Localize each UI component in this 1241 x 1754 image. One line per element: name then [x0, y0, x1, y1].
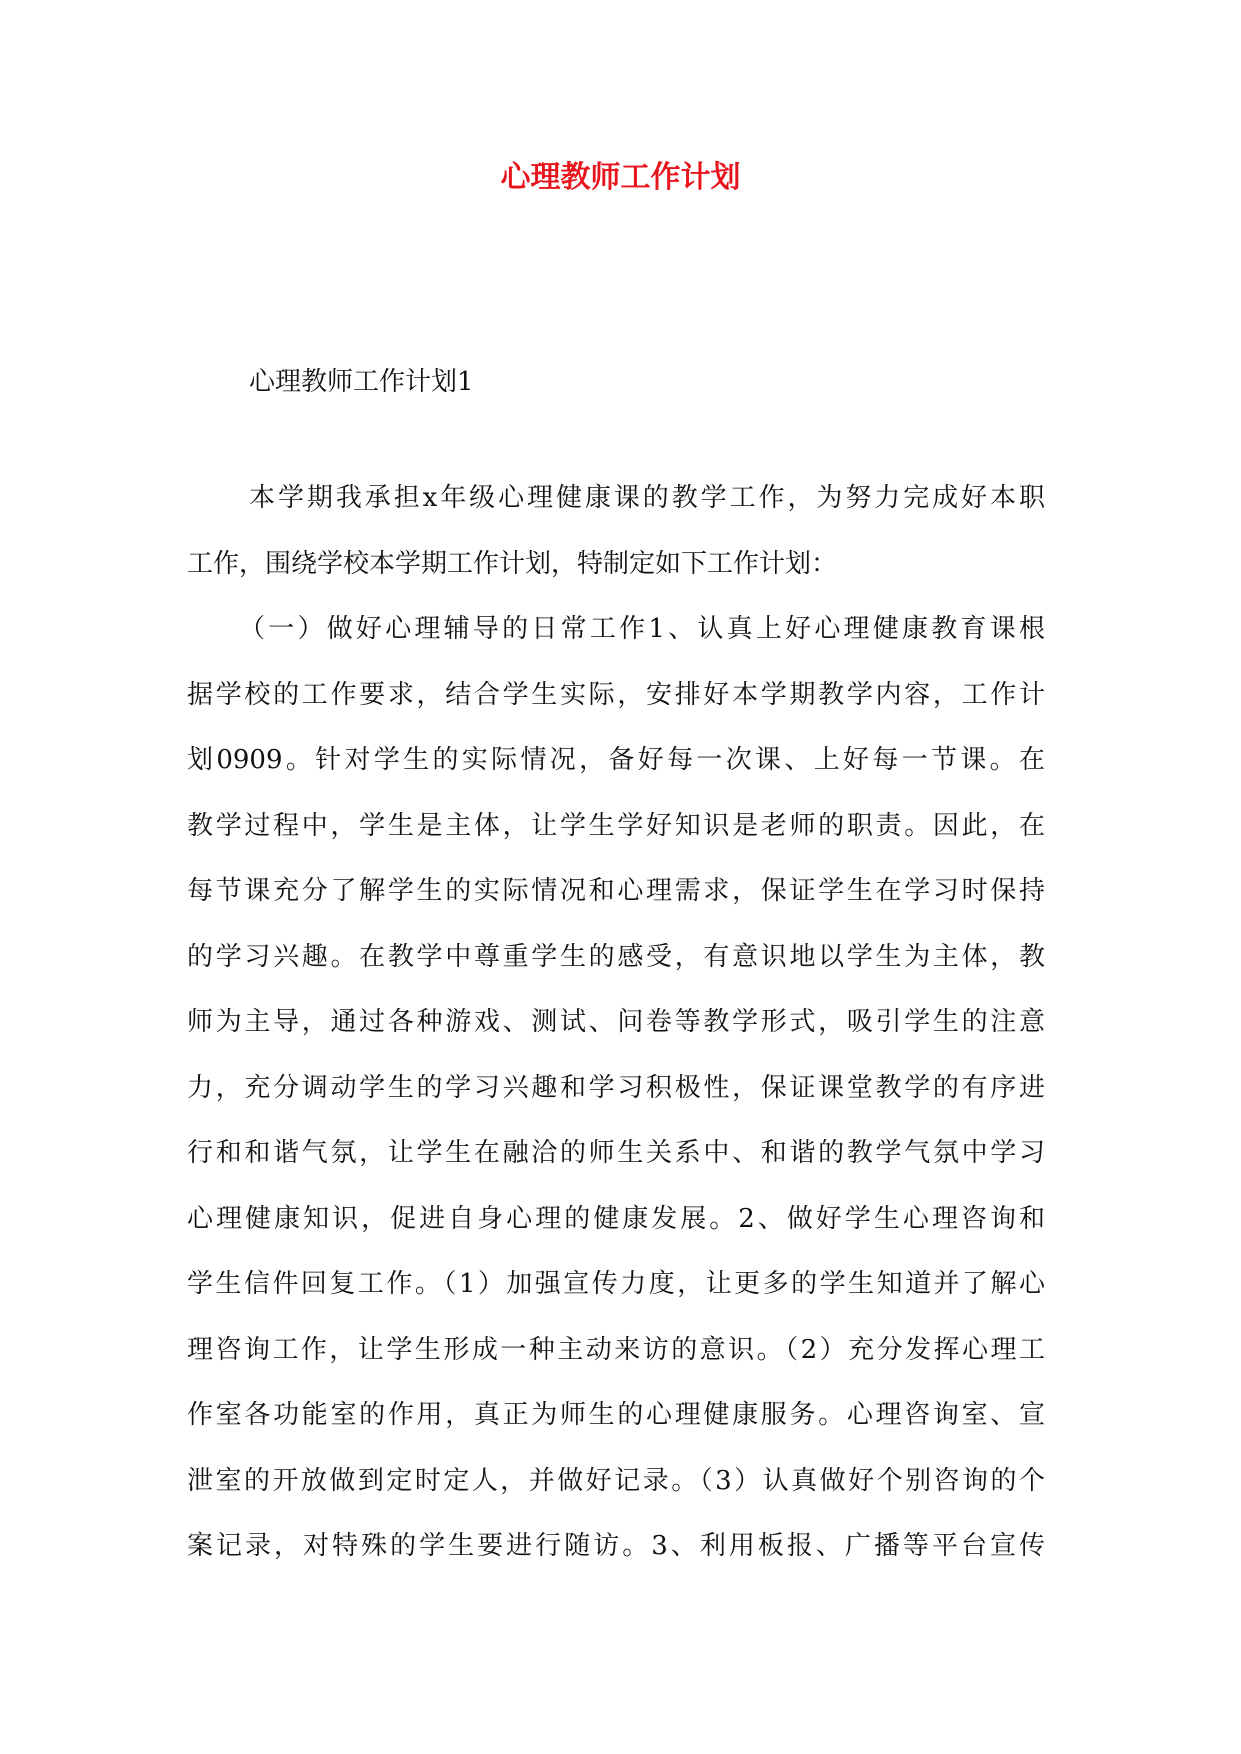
text-line: 学生信件回复工作。（1）加强宣传力度，让更多的学生知道并了解心 [187, 1269, 1045, 1299]
text-line: 的学习兴趣。在教学中尊重学生的感受，有意识地以学生为主体，教 [187, 941, 1045, 972]
text-line: （一）做好心理辅导的日常工作1、认真上好心理健康教育课根 [239, 614, 1045, 644]
section-heading: 心理教师工作计划1 [249, 367, 474, 397]
text-line: 案记录，对特殊的学生要进行随访。3、利用板报、广播等平台宣传 [187, 1531, 1045, 1561]
text-line: 泄室的开放做到定时定人，并做好记录。（3）认真做好个别咨询的个 [187, 1465, 1045, 1496]
text-line: 力，充分调动学生的学习兴趣和学习积极性，保证课堂教学的有序进 [187, 1072, 1045, 1103]
text-line: 本学期我承担x年级心理健康课的教学工作，为努力完成好本职 [249, 483, 1045, 513]
body-text [187, 478, 1045, 1592]
text-line: 心理健康知识，促进自身心理的健康发展。2、做好学生心理咨询和 [187, 1203, 1045, 1234]
text-line: 据学校的工作要求，结合学生实际，安排好本学期教学内容，工作计 [187, 679, 1045, 710]
text-line: 每节课充分了解学生的实际情况和心理需求，保证学生在学习时保持 [187, 876, 1045, 906]
text-line: 作室各功能室的作用，真正为师生的心理健康服务。心理咨询室、宣 [187, 1400, 1045, 1430]
text-line: 划0909。针对学生的实际情况，备好每一次课、上好每一节课。在 [187, 745, 1045, 775]
text-line: 理咨询工作，让学生形成一种主动来访的意识。（2）充分发挥心理工 [187, 1334, 1045, 1365]
document-title: 心理教师工作计划 [500, 160, 741, 195]
text-line: 工作，围绕学校本学期工作计划，特制定如下工作计划： [187, 548, 838, 579]
text-line: 教学过程中，学生是主体，让学生学好知识是老师的职责。因此，在 [187, 810, 1045, 841]
text-line: 行和和谐气氛，让学生在融洽的师生关系中、和谐的教学气氛中学习 [187, 1138, 1045, 1168]
text-line: 师为主导，通过各种游戏、测试、问卷等教学形式，吸引学生的注意 [187, 1007, 1045, 1037]
